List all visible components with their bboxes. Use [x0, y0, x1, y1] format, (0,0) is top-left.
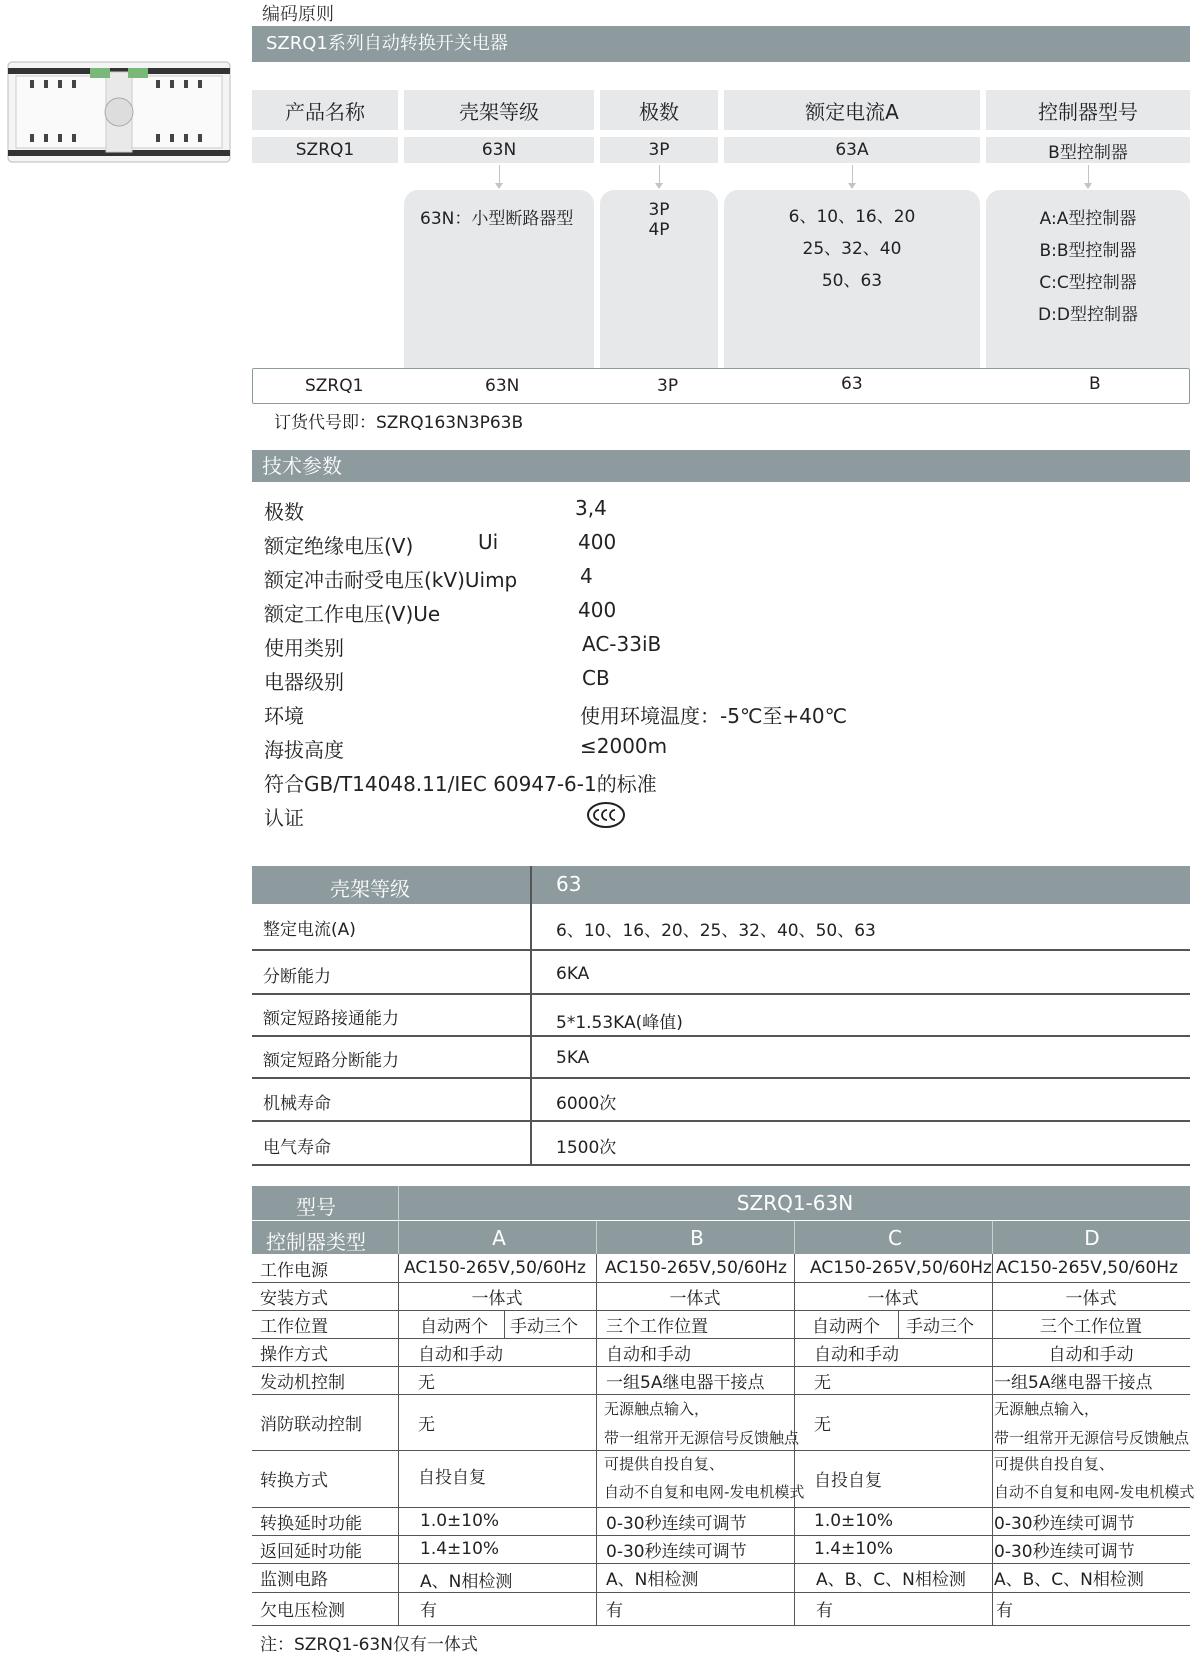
- ctrl-position-c-manual: 手动三个: [906, 1316, 974, 1337]
- arrow-poles: [659, 165, 660, 187]
- frame-line-5: [252, 1120, 1190, 1122]
- ctrl-label-power: 工作电源: [260, 1260, 328, 1281]
- ctrl-undervoltage-c: 有: [816, 1601, 833, 1621]
- result-frame: 63N: [485, 376, 520, 396]
- ctrl-type-b: B: [690, 1226, 704, 1250]
- option-controller-d: D:D型控制器: [1038, 305, 1138, 325]
- frame-header-label: 壳架等级: [330, 877, 410, 901]
- frame-label-setting-current: 整定电流(A): [263, 920, 356, 940]
- ctrl-fire-c: 无: [814, 1414, 831, 1435]
- frame-line-6: [252, 1164, 1190, 1166]
- ctrl-header-divider-3: [794, 1221, 795, 1254]
- ctrl-label-install: 安装方式: [260, 1288, 328, 1309]
- ctrl-generator-a: 无: [418, 1372, 435, 1393]
- coding-header-poles: 极数: [600, 90, 718, 130]
- tech-label-impulse: 额定冲击耐受电压(kV)Uimp: [264, 568, 518, 592]
- order-code: 订货代号即：SZRQ163N3P63B: [274, 413, 524, 433]
- option-current-line2: 25、32、40: [802, 239, 902, 259]
- tech-label-altitude: 海拔高度: [264, 738, 344, 762]
- coding-header-controller: 控制器型号: [986, 90, 1190, 130]
- tech-value-altitude: ≤2000m: [580, 734, 668, 758]
- arrow-controller: [1088, 165, 1089, 187]
- ctrl-monitor-a: A、N相检测: [420, 1572, 513, 1592]
- frame-line-1: [252, 949, 1190, 951]
- coding-example-controller: B型控制器: [986, 137, 1190, 163]
- ctrl-operation-d: 自动和手动: [1048, 1344, 1134, 1365]
- ctrl-label-fire: 消防联动控制: [260, 1414, 362, 1435]
- ctrl-position-b: 三个工作位置: [606, 1316, 708, 1337]
- ctrl-position-c-auto: 自动两个: [812, 1316, 880, 1337]
- ctrl-label-undervoltage: 欠电压检测: [260, 1601, 345, 1621]
- ctrl-fire-d-line2: 带一组常开无源信号反馈触点: [994, 1429, 1190, 1447]
- ctrl-power-c: AC150-265V,50/60Hz: [810, 1258, 992, 1278]
- ctrl-position-d: 三个工作位置: [1040, 1316, 1142, 1337]
- ctrl-operation-c: 自动和手动: [814, 1344, 899, 1365]
- result-controller: B: [1089, 374, 1101, 394]
- ctrl-note: 注：SZRQ1-63N仅有一体式: [260, 1635, 478, 1655]
- ctrl-transfer-b-line1: 可提供自投自复、: [604, 1455, 725, 1473]
- ctrl-undervoltage-a: 有: [420, 1601, 437, 1621]
- result-poles: 3P: [657, 376, 679, 396]
- ctrl-model-bar: [252, 1186, 1190, 1220]
- ctrl-delay-b: 0-30秒连续可调节: [606, 1513, 747, 1534]
- option-current-line1: 6、10、16、20: [788, 207, 916, 227]
- frame-label-elec-life: 电气寿命: [263, 1138, 331, 1158]
- ctrl-fire-d-line1: 无源触点输入，: [994, 1400, 1100, 1418]
- frame-header: [252, 866, 1190, 904]
- frame-line-3: [252, 1035, 1190, 1037]
- ccc-icon: [586, 801, 626, 829]
- ctrl-transfer-d-line1: 可提供自投自复、: [994, 1455, 1115, 1473]
- tech-label-environment: 环境: [264, 704, 304, 728]
- ctrl-hline-11: [252, 1625, 1190, 1626]
- ctrl-type-a: A: [492, 1226, 506, 1250]
- product-image: [6, 58, 232, 166]
- frame-label-sc-breaking: 额定短路分断能力: [263, 1051, 399, 1071]
- tech-label-insulation-ui: Ui: [478, 530, 499, 554]
- ctrl-return-b: 0-30秒连续可调节: [606, 1541, 747, 1562]
- ctrl-operation-a: 自动和手动: [418, 1344, 503, 1365]
- ctrl-model-label: 型号: [296, 1195, 336, 1219]
- tech-label-working-voltage: 额定工作电压(V)Ue: [264, 602, 441, 626]
- ctrl-undervoltage-d: 有: [996, 1601, 1013, 1621]
- tech-label-class: 电器级别: [264, 670, 344, 694]
- option-box-poles: [600, 190, 718, 368]
- ctrl-install-a: 一体式: [471, 1288, 523, 1309]
- frame-label-breaking: 分断能力: [263, 967, 331, 987]
- frame-line-4: [252, 1077, 1190, 1079]
- ctrl-label-monitor: 监测电路: [260, 1570, 328, 1590]
- ctrl-header-divider-2: [596, 1221, 597, 1254]
- result-current: 63: [841, 374, 863, 394]
- ctrl-transfer-c: 自投自复: [814, 1471, 882, 1491]
- ctrl-generator-d: 一组5A继电器干接点: [994, 1372, 1153, 1393]
- ctrl-vline-pos-c: [898, 1310, 899, 1338]
- option-frame-text: 63N：小型断路器型: [420, 209, 574, 229]
- option-poles-4p: 4P: [648, 220, 670, 240]
- ctrl-position-a-manual: 手动三个: [510, 1316, 578, 1337]
- frame-line-2: [252, 993, 1190, 995]
- tech-label-category: 使用类别: [264, 636, 344, 660]
- ctrl-label-position: 工作位置: [260, 1316, 328, 1337]
- tech-value-environment: 使用环境温度：-5℃至+40℃: [580, 704, 848, 728]
- ctrl-label-operation: 操作方式: [260, 1344, 328, 1365]
- result-product: SZRQ1: [305, 376, 364, 396]
- ctrl-fire-a: 无: [418, 1414, 435, 1435]
- ctrl-position-a-auto: 自动两个: [420, 1316, 488, 1337]
- option-current-line3: 50、63: [821, 271, 883, 291]
- ctrl-power-a: AC150-265V,50/60Hz: [404, 1258, 586, 1278]
- tech-label-poles: 极数: [264, 500, 304, 524]
- ctrl-fire-b-line1: 无源触点输入，: [604, 1400, 710, 1418]
- arrow-current: [852, 165, 853, 187]
- ctrl-type-bar: [252, 1221, 1190, 1254]
- frame-value-mech-life: 6000次: [556, 1094, 617, 1114]
- frame-value-elec-life: 1500次: [556, 1138, 617, 1158]
- option-controller-a: A:A型控制器: [1039, 209, 1137, 229]
- section-title-coding: 编码原则: [262, 4, 334, 25]
- ctrl-monitor-c: A、B、C、N相检测: [816, 1569, 966, 1590]
- tech-value-working-voltage: 400: [578, 598, 617, 622]
- ctrl-transfer-b-line2: 自动不自复和电网-发电机模式: [604, 1483, 805, 1501]
- ctrl-install-d: 一体式: [1065, 1288, 1117, 1309]
- frame-label-making: 额定短路接通能力: [263, 1009, 399, 1029]
- ctrl-label-return: 返回延时功能: [260, 1541, 362, 1562]
- tech-label-insulation: 额定绝缘电压(V): [264, 534, 414, 558]
- ctrl-delay-c: 1.0±10%: [814, 1511, 894, 1531]
- coding-header-frame: 壳架等级: [404, 90, 594, 130]
- ctrl-monitor-d: A、B、C、N相检测: [994, 1569, 1144, 1590]
- coding-example-product: SZRQ1: [252, 137, 398, 163]
- tech-value-category: AC-33iB: [582, 632, 662, 656]
- coding-header-product: 产品名称: [252, 90, 398, 130]
- ctrl-hline-10: [252, 1592, 1190, 1593]
- ctrl-operation-b: 自动和手动: [606, 1344, 691, 1365]
- option-box-controller: [986, 190, 1190, 368]
- ctrl-return-a: 1.4±10%: [420, 1539, 500, 1559]
- coding-header-current: 额定电流A: [724, 90, 980, 130]
- coding-example-poles: 3P: [600, 137, 718, 163]
- option-box-current: [724, 190, 980, 368]
- ctrl-transfer-a: 自投自复: [418, 1467, 486, 1488]
- option-controller-c: C:C型控制器: [1039, 273, 1137, 293]
- ctrl-monitor-b: A、N相检测: [606, 1569, 699, 1590]
- ctrl-model-value: SZRQ1-63N: [736, 1191, 854, 1215]
- tech-bar: 技术参数: [252, 450, 1190, 482]
- ctrl-install-b: 一体式: [669, 1288, 721, 1309]
- ctrl-fire-b-line2: 带一组常开无源信号反馈触点: [604, 1429, 800, 1447]
- ctrl-undervoltage-b: 有: [606, 1601, 623, 1621]
- frame-header-value: 63: [556, 872, 582, 896]
- ctrl-return-c: 1.4±10%: [814, 1539, 894, 1559]
- ctrl-generator-c: 无: [814, 1372, 831, 1393]
- ctrl-generator-b: 一组5A继电器干接点: [606, 1372, 765, 1393]
- ctrl-vline-pos-a: [504, 1310, 505, 1338]
- frame-value-making: 5*1.53KA(峰值): [556, 1013, 683, 1033]
- frame-value-setting-current: 6、10、16、20、25、32、40、50、63: [556, 921, 876, 941]
- result-row: [252, 368, 1190, 404]
- frame-label-mech-life: 机械寿命: [263, 1094, 331, 1114]
- ctrl-header-divider-4: [992, 1221, 993, 1254]
- option-controller-b: B:B型控制器: [1039, 241, 1137, 261]
- ctrl-type-d: D: [1084, 1226, 1100, 1250]
- frame-value-sc-breaking: 5KA: [556, 1048, 590, 1068]
- ctrl-power-d: AC150-265V,50/60Hz: [996, 1258, 1178, 1278]
- ctrl-delay-a: 1.0±10%: [420, 1511, 500, 1531]
- ctrl-label-generator: 发动机控制: [260, 1372, 345, 1393]
- tech-value-class: CB: [582, 666, 610, 690]
- ctrl-type-label: 控制器类型: [266, 1230, 366, 1254]
- ctrl-label-delay: 转换延时功能: [260, 1513, 362, 1534]
- ctrl-return-d: 0-30秒连续可调节: [994, 1541, 1135, 1562]
- ctrl-type-c: C: [888, 1226, 902, 1250]
- tech-value-insulation: 400: [578, 530, 617, 554]
- ctrl-power-b: AC150-265V,50/60Hz: [605, 1258, 787, 1278]
- ctrl-delay-d: 0-30秒连续可调节: [994, 1513, 1135, 1534]
- frame-value-breaking: 6KA: [556, 964, 590, 984]
- option-box-frame: [404, 190, 594, 368]
- tech-value-poles: 3,4: [575, 496, 607, 520]
- series-bar: SZRQ1系列自动转换开关电器: [252, 26, 1190, 62]
- tech-value-impulse: 4: [580, 564, 593, 588]
- tech-label-standard: 符合GB/T14048.11/IEC 60947-6-1的标准: [264, 772, 657, 796]
- arrow-frame: [499, 165, 500, 187]
- option-poles-3p: 3P: [648, 200, 670, 220]
- ctrl-install-c: 一体式: [867, 1288, 919, 1309]
- ctrl-header-divider-1: [398, 1186, 399, 1254]
- ctrl-transfer-d-line2: 自动不自复和电网-发电机模式: [994, 1483, 1195, 1501]
- coding-example-current: 63A: [724, 137, 980, 163]
- tech-label-cert: 认证: [264, 806, 304, 830]
- coding-example-frame: 63N: [404, 137, 594, 163]
- ctrl-label-transfer: 转换方式: [260, 1471, 328, 1491]
